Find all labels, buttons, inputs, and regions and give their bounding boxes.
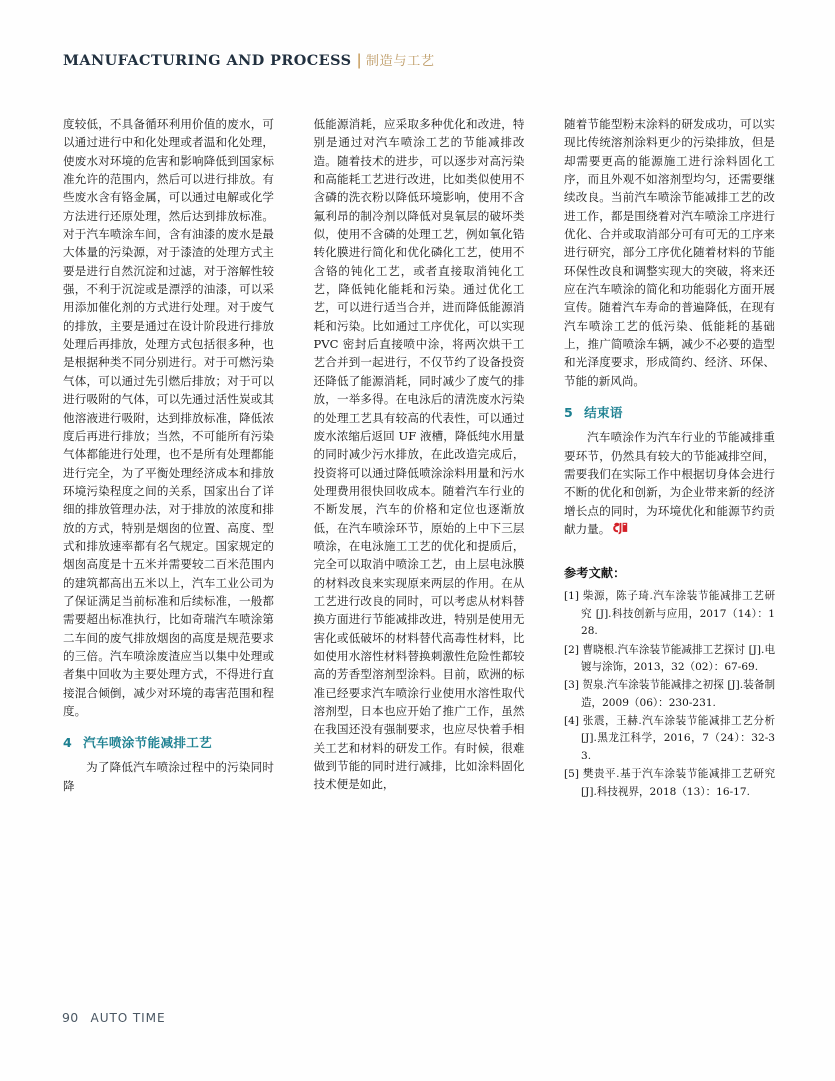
article-body	[63, 115, 775, 805]
column-3-paragraph-1: 随着节能型粉末涂料的研发成功，可以实现比传统溶剂涂料更少的污染排放，但是却需要更高的能源施工进行涂料固化工序，而且外观不如溶剂型均匀，还需要继续改良。当前汽车喷涂节能减排工艺的改进工作，都是围绕着对汽车喷涂工序进行优化、合并或取消部分可有可无的工序来进行研究，部分工序优化随着材料的节能环保性改良和调整实现大的突破，将来还应在汽车喷涂的简化和功能弱化方面开展宣传。随着汽车寿命的普遍降低，在现有汽车喷涂工艺的低污染、低能耗的基础上，推广简喷涂车辆，减少不必要的造型和光泽度要求，形成简约、经济、环保、节能的新风尚。	[564, 117, 775, 388]
references-heading: 参考文献：	[564, 566, 626, 581]
running-head	[63, 50, 775, 76]
column-3	[564, 115, 775, 805]
column-3-paragraph-2	[564, 428, 775, 538]
running-head-chinese: 制造与工艺	[365, 54, 435, 69]
publication-name: AUTO TIME	[90, 1011, 166, 1025]
section-title-5: 结束语	[584, 405, 623, 421]
section-number-5: 5	[564, 405, 574, 421]
reference-item-4: [4] 张震，王赫.汽车涂装节能减排工艺分析 [J].黑龙江科学，2016，7（24）：32-33.	[564, 714, 775, 763]
section-title-4: 汽车喷涂节能减排工艺	[83, 735, 213, 751]
reference-item-1: [1] 柴源，陈子琦.汽车涂装节能减排工艺研究 [J].科技创新与应用，2017（14）：128.	[564, 590, 775, 638]
column-2-paragraph-1: 低能源消耗，应采取多种优化和改进，特别是通过对汽车喷涂工艺的节能减排改造。随着技术的进步，可以逐步对高污染和高能耗工艺进行改进，比如类似使用不含磷的洗衣粉以降低环境影响，使用不含氟利昂的制冷剂以降低对臭氧层的破坏类似，使用不含磷的处理工艺，例如氧化锆转化膜进行简化和优化磷化工艺，使用不含铬的钝化工艺，或者直接取消钝化工艺，降低钝化能耗和污染。通过优化工艺，可以进行适当合并，进而降低能源消耗和污染。比如通过工序优化，可以实现 PVC 密封后直接喷中涂，将两次烘干工艺合并到一起进行，不仅节约了设备投资还降低了能源消耗，同时减少了废气的排放，一举多得。在电泳后的清洗废水污染的处理工艺具有较高的代表性，可以通过废水浓缩后返回 UF 液槽，降低纯水用量的同时减少污水排放，在此改造完成后，投资将可以通过降低喷涂涂料用量和污水处理费用很快回收成本。随着汽车行业的不断发展，汽车的价格和定位也逐渐放低，在汽车喷涂环节，原始的上中下三层喷涂，在电泳施工工艺的优化和提质后，完全可以取消中喷涂工艺，由上层电泳膜的材料改良来实现原来两层的作用。在从工艺进行改良的同时，可以考虑从材料替换方面进行节能减排改进，特别是使用无害化或低破坏的材料替代高毒性材料，比如使用水溶性材料替换刺激性危险性都较高的芳香型溶剂型涂料。目前，欧洲的标准已经要求汽车喷涂行业使用水溶性取代溶剂型，日本也应开始了推广工作，虽然在我国还没有强制要求，也应尽快着手相关工艺和材料的研发工作。有时候，很难做到节能的同时进行减排，比如涂料固化技术便是如此，	[313, 117, 525, 792]
column-2	[314, 115, 525, 805]
column-1-paragraph-2: 为了降低汽车喷涂过程中的污染同时降	[63, 760, 274, 793]
reference-item-2: [2] 曹晓根.汽车涂装节能减排工艺探讨 [J].电镀与涂饰，2013，32（02）：67-69.	[564, 643, 775, 674]
section-number-4: 4	[63, 735, 73, 751]
article-endmark-icon	[613, 522, 628, 535]
section-heading-5	[564, 404, 775, 421]
section-heading-4	[63, 734, 274, 751]
page-footer	[62, 1010, 166, 1025]
column-3-paragraph-2-text: 汽车喷涂作为汽车行业的节能减排重要环节，仍然具有较大的节能减排空间，需要我们在实际工作中根据切身体会进行不断的优化和创新，为企业带来新的经济增长点的同时，为环境优化和能源节约贡献力量。	[564, 430, 775, 536]
reference-item-5: [5] 樊贵平.基于汽车涂装节能减排工艺研究 [J].科技视界，2018（13）：16-17.	[564, 768, 775, 798]
running-head-english: MANUFACTURING AND PROCESS	[63, 52, 352, 69]
page-number: 90	[62, 1010, 79, 1025]
reference-item-3: [3] 贺泉.汽车涂装节能减排之初探 [J].装备制造，2009（06）：230-231.	[564, 679, 775, 709]
column-1	[63, 115, 274, 805]
running-head-separator: |	[356, 52, 362, 69]
column-1-paragraph-1: 度较低，不具备循环利用价值的废水，可以通过进行中和化处理或者温和化处理，使废水对环境的危害和影响降低到国家标准允许的范围内，然后可以进行排放。有些废水含有铬金属，可以通过电解或化学方法进行还原处理，然后达到排放标准。对于汽车喷涂车间，含有油漆的废水是最大体量的污染源，对于漆渣的处理方式主要是进行自然沉淀和过滤，对于溶解性较强，不利于沉淀或是漂浮的油漆，可以采用添加催化剂的方式进行处理。对于废气的排放，主要是通过在设计阶段进行排放处理后再排放，处理方式包括很多种，也是根据种类不同分别进行。对于可燃污染气体，可以通过先引燃后排放；对于可以进行吸附的气体，可以先通过活性炭或其他溶液进行吸附，达到排放标准，降低浓度后再进行排放；当然，不可能所有污染气体都能进行处理，也不是所有处理都能进行完全，为了平衡处理经济成本和排放环境污染程度之间的关系，国家出台了详细的排放管理办法，对于排放的浓度和排放的方式，特别是烟囱的位置、高度、型式和排放速率都有名气规定。国家规定的烟囱高度是十五米并需要较二百米范围内的建筑都高出五米以上，汽车工业公司为了保证满足当前标准和后续标准，一般都需要超出标准执行，比如奇瑞汽车喷涂第二车间的废气排放烟囱的高度是规范要求的三倍。汽车喷涂废渣应当以集中处理或者集中回收为主要处理方式，不得进行直接混合倾倒，减少对环境的毒害范围和程度。	[63, 117, 274, 718]
